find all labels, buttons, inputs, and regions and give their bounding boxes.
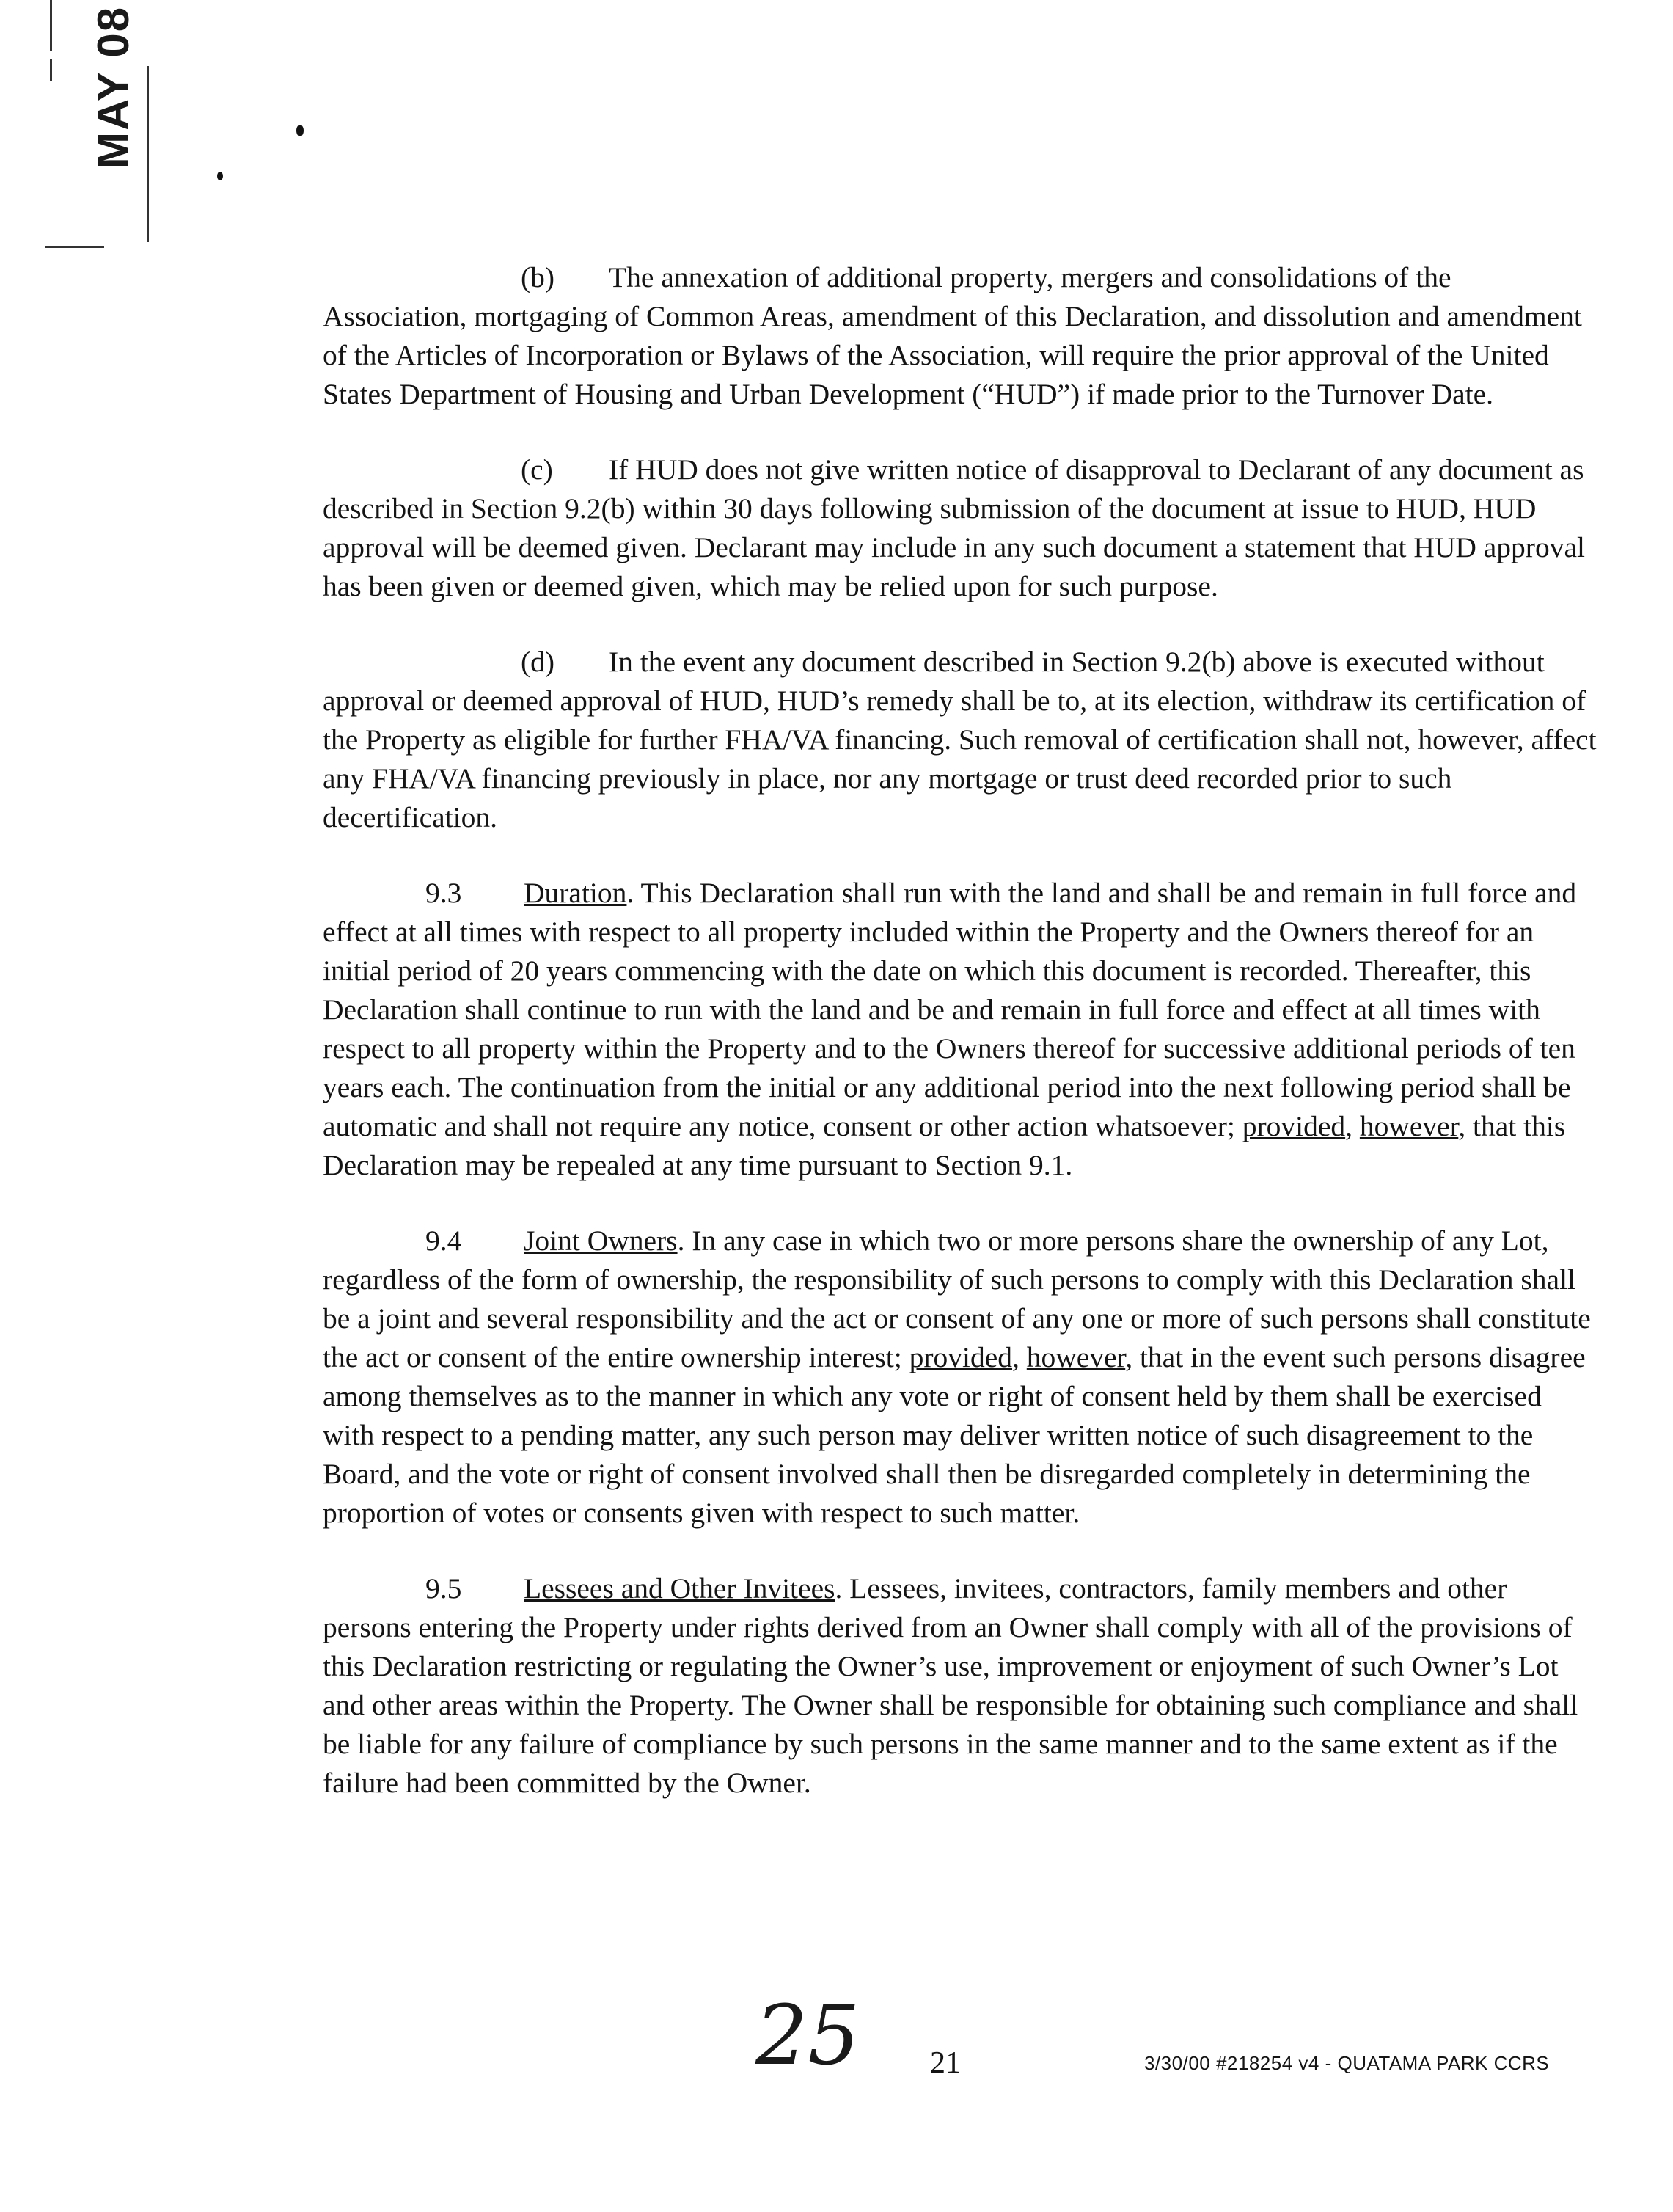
paragraph-9-2-d [323,643,1599,837]
document-identifier: 3/30/00 #218254 v4 - QUATAMA PARK CCRS [1144,2052,1550,2074]
section-text: . In any case in which two or more persons share the ownership of any Lot, regardless of the form of ownership, the responsibility of such persons to comply with this Declaration shall be a joint and several responsibility and the act or consent of any one or more of such persons shall constitute the act or consent of the entire ownership interest; [323,1224,1591,1373]
margin-stamp-text: MAY 08 [89,5,138,169]
section-text: , that this Declaration may be repealed at any time pursuant to Section 9.1. [323,1110,1566,1181]
emphasis-however: however [1359,1110,1459,1142]
paragraph-9-2-b [323,258,1599,414]
emphasis-provided: provided [909,1341,1013,1373]
section-9-4 [323,1222,1599,1533]
emphasis-provided: provided [1242,1110,1346,1142]
section-9-5 [323,1569,1599,1803]
paragraph-text: In the event any document described in Section 9.2(b) above is executed without approval or deemed approval of HUD, HUD’s remedy shall be to, at its election, withdraw its certification of the Property as eligible for further FHA/VA financing. Such removal of certification shall not, however, affect any FHA/VA financing previously in place, nor any mortgage or trust deed recorded prior to such decertification. [323,646,1597,833]
section-text: , [1012,1341,1027,1373]
emphasis-however: however [1026,1341,1126,1373]
section-heading: Duration [524,877,627,909]
page-number: 21 [930,2046,961,2080]
section-text: , [1345,1110,1360,1142]
section-text: . Lessees, invitees, contractors, family members and other persons entering the Property under rights derived from an Owner shall comply with all of the provisions of this Declaration restricting or regulating the Owner’s use, improvement or enjoyment of such Owner’s Lot and other areas within the Property. The Owner shall be responsible for obtaining such compliance and shall be liable for any failure of compliance by such persons in the same manner and to the same extent as if the failure had been committed by the Owner. [323,1572,1578,1799]
section-heading: Joint Owners [524,1224,678,1257]
section-9-3 [323,874,1599,1185]
section-heading: Lessees and Other Invitees [524,1572,835,1605]
scan-speck [296,125,304,136]
section-number: 9.3 [425,877,462,909]
paragraph-9-2-c [323,450,1599,606]
section-number: 9.4 [425,1224,462,1257]
paragraph-text: The annexation of additional property, mergers and consolidations of the Association, mortgaging of Common Areas, amendment of this Declaration, and dissolution and amendment of the Articles of Incorporation or Bylaws of the Association, will require the prior approval of the United States Department of Housing and Urban Development (“HUD”) if made prior to the Turnover Date. [323,261,1582,410]
document-body [323,258,1599,1803]
section-text: , that in the event such persons disagree among themselves as to the manner in which any vote or right of consent held by them shall be exercised with respect to a pending matter, any such person may deliver written notice of such disagreement to the Board, and the vote or right of consent involved shall then be disregarded completely in determining the proportion of votes or consents given with respect to such matter. [323,1341,1586,1529]
section-text: . This Declaration shall run with the land and shall be and remain in full force and effect at all times with respect to all property included within the Property and the Owners thereof for an initial period of 20 years commencing with the date on which this document is recorded. Thereafter, this Declaration shall continue to run with the land and be and remain in full force and effect at all times with respect to all property within the Property and to the Owners thereof for successive additional periods of ten years each. The continuation from the initial or any additional period into the next following period shall be automatic and shall not require any notice, consent or other action whatsoever; [323,877,1577,1142]
paragraph-label: (d) [521,646,555,678]
scan-speck [217,172,223,180]
paragraph-label: (b) [521,261,555,293]
section-number: 9.5 [425,1572,462,1605]
handwritten-page-number: 25 [755,1988,860,2084]
paragraph-label: (c) [521,453,553,486]
paragraph-text: If HUD does not give written notice of disapproval to Declarant of any document as described in Section 9.2(b) within 30 days following submission of the document at issue to HUD, HUD approval will be deemed given. Declarant may include in any such document a statement that HUD approval has been given or deemed given, which may be relied upon for such purpose. [323,453,1585,602]
